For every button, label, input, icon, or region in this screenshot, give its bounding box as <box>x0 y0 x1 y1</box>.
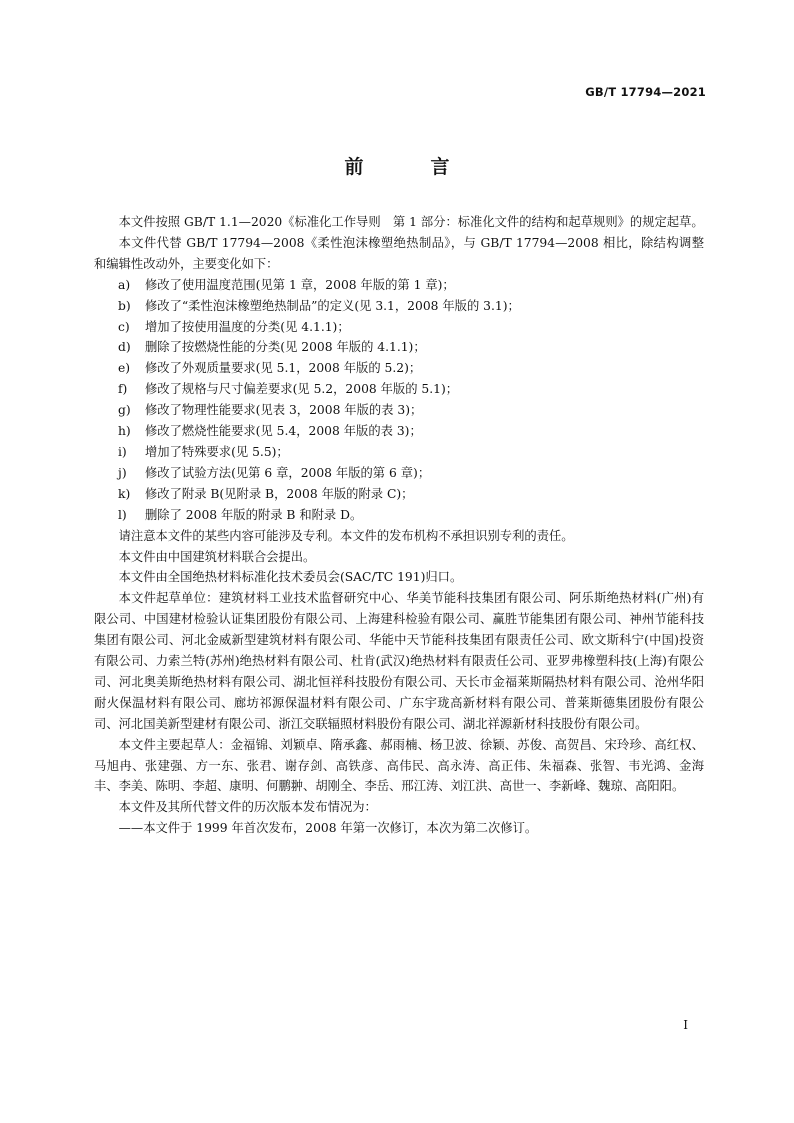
list-text: 修改了燃烧性能要求(见 5.4，2008 年版的表 3)； <box>145 424 422 439</box>
list-item <box>94 421 704 442</box>
list-item <box>94 358 704 379</box>
list-marker: l) <box>118 507 127 522</box>
paragraph-drafting-rules: 本文件按照 GB/T 1.1—2020《标准化工作导则 第 1 部分：标准化文件的结构和起草规则》的规定起草。 <box>118 215 704 229</box>
list-text: 删除了按燃烧性能的分类(见 2008 年版的 4.1.1)； <box>145 340 426 355</box>
list-text: 修改了使用温度范围(见第 1 章，2008 年版的第 1 章)； <box>145 277 455 292</box>
list-item <box>94 505 704 526</box>
paragraph-history-intro: 本文件及其所代替文件的历次版本发布情况为： <box>118 800 377 815</box>
list-item <box>94 317 704 338</box>
list-item <box>94 337 704 358</box>
list-item <box>94 484 704 505</box>
list-text: 增加了按使用温度的分类(见 4.1.1)； <box>145 319 350 334</box>
list-marker: h) <box>118 424 131 439</box>
list-marker: a) <box>118 277 131 292</box>
list-marker: d) <box>118 340 131 355</box>
list-text: 修改了外观质量要求(见 5.1，2008 年版的 5.2)； <box>145 361 422 376</box>
list-marker: f) <box>118 382 128 397</box>
list-marker: j) <box>118 465 127 480</box>
list-item <box>94 275 704 296</box>
paragraph-patent-notice: 请注意本文件的某些内容可能涉及专利。本文件的发布机构不承担识别专利的责任。 <box>118 528 574 543</box>
list-item <box>94 296 704 317</box>
list-text: 删除了 2008 年版的附录 B 和附录 D。 <box>145 507 363 522</box>
list-marker: k) <box>118 486 131 501</box>
list-text: 修改了物理性能要求(见表 3，2008 年版的表 3)； <box>145 403 423 418</box>
standard-code: GB/T 17794—2021 <box>585 85 706 99</box>
list-marker: b) <box>118 298 131 313</box>
list-item <box>94 379 704 400</box>
paragraph-administered-by: 本文件由全国绝热材料标准化技术委员会(SAC/TC 191)归口。 <box>118 570 463 585</box>
list-text: 修改了“柔性泡沫橡塑绝热制品”的定义(见 3.1，2008 年版的 3.1)； <box>145 298 520 313</box>
paragraph-drafting-units: 本文件起草单位：建筑材料工业技术监督研究中心、华美节能科技集团有限公司、阿乐斯绝热材料(广州)有限公司、中国建材检验认证集团股份有限公司、上海建科检验有限公司、赢胜节能集团有限公司、神州节能科技集团有限公司、河北金威新型建筑材料有限公司、华能中天节能科技集团有限责任公司、欧文斯科宁(中国)投资有限公司、力索兰特(苏州)绝热材料有限公司、杜肯(武汉)绝热材料有限责任公司、亚罗弗橡塑科技(上海)有限公司、河北奥美斯绝热材料有限公司、湖北恒祥科技股份有限公司、天长市金福莱斯隔热材料有限公司、沧州华阳耐火保温材料有限公司、廊坊祁源保温材料有限公司、广东宇珑高新材料有限公司、普莱斯德集团股份有限公司、河北国美新型建材有限公司、浙江交联辐照材料股份有限公司、湖北祥源新材科技股份有限公司。 <box>94 591 704 731</box>
list-text: 增加了特殊要求(见 5.5)； <box>145 444 289 459</box>
history-item: ——本文件于 1999 年首次发布，2008 年第一次修订，本次为第二次修订。 <box>118 821 538 836</box>
list-marker: c) <box>118 319 130 334</box>
changes-list <box>94 275 704 526</box>
list-item <box>94 400 704 421</box>
list-text: 修改了附录 B(见附录 B，2008 年版的附录 C)； <box>145 486 414 501</box>
paragraph-proposed-by: 本文件由中国建筑材料联合会提出。 <box>118 549 316 564</box>
document-body <box>94 212 704 839</box>
list-marker: e) <box>118 361 131 376</box>
paragraph-drafters: 本文件主要起草人：金福锦、刘颖卓、隋承鑫、郝雨楠、杨卫波、徐颖、苏俊、高贺昌、宋玲珍、高红权、马旭冉、张建强、方一东、张君、谢存剑、高铁彦、高伟民、高永涛、高正伟、朱福森、张智、韦光鸿、金海丰、李美、陈明、李超、康明、何鹏翀、胡刚全、李岳、邢江涛、刘江洪、高世一、李新峰、魏琼、高阳阳。 <box>94 737 704 794</box>
list-item <box>94 463 704 484</box>
list-marker: g) <box>118 403 131 418</box>
page-number: I <box>683 1018 688 1032</box>
list-text: 修改了试验方法(见第 6 章，2008 年版的第 6 章)； <box>145 465 431 480</box>
page-title: 前 言 <box>344 156 474 178</box>
paragraph-replaces: 本文件代替 GB/T 17794—2008《柔性泡沫橡塑绝热制品》，与 GB/T 17794—2008 相比，除结构调整和编辑性改动外，主要变化如下： <box>94 235 704 271</box>
list-item <box>94 442 704 463</box>
list-marker: i) <box>118 444 127 459</box>
list-text: 修改了规格与尺寸偏差要求(见 5.2，2008 年版的 5.1)； <box>145 382 459 397</box>
